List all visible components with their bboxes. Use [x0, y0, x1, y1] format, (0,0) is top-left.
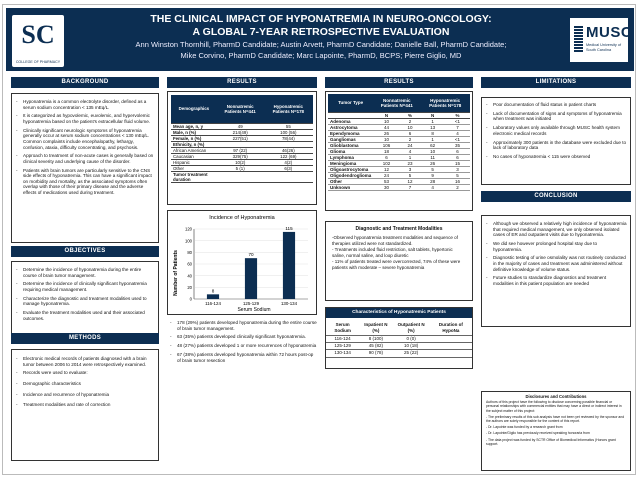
table-header: N [420, 112, 445, 118]
table-cell: 2 [400, 118, 421, 124]
college-logo-text: SC [21, 20, 55, 49]
table-cell: Tumor treatment duration [171, 171, 217, 182]
table-cell: 28 [420, 178, 445, 184]
incidence-chart-box [167, 210, 317, 315]
disclosures-text-1: Authors of this project have the following to disclose concerning possible financial or personal relationships with commercial entities that may have a direct or indirect interest in the subject matter of this project: [486, 400, 622, 413]
list-item: - Diagnostic testing of urine osmolality was not routinely conducted in the majority of cases and treatment was administered without definitive knowledge of volume status. [485, 255, 627, 272]
objectives-heading: OBJECTIVES [11, 246, 159, 257]
list-item: - 48 (27%) patients developed 1 or more recurrences of hyponatremia [169, 343, 317, 349]
table-cell: 10 [400, 124, 421, 130]
table-row [326, 343, 472, 350]
table-cell: 10 [420, 148, 445, 154]
table-cell: 2 [400, 136, 421, 142]
incidence-chart [168, 211, 316, 314]
musc-logo [570, 18, 633, 62]
table-cell [217, 171, 264, 182]
table-header: Hyponatremic Patients N=178 [264, 95, 313, 123]
table-row [326, 350, 472, 357]
table-row [326, 336, 472, 343]
chart-x-axis-label: Serum Sodium [237, 307, 271, 313]
table-header: Duration of HypoNa [430, 320, 472, 336]
authors-line-2: Mike Corvino, PharmD Candidate; Marc Lapointe, PharmD, BCPS; Pierre Giglio, MD [180, 51, 462, 60]
table-cell: 30 [373, 184, 399, 190]
table-cell: Glioblastoma [328, 142, 373, 148]
table-header: Hyponatremic Patients N=178 [420, 94, 470, 112]
list-item: - Records were used to evaluate: [15, 370, 155, 376]
table-cell: Other [171, 165, 217, 171]
table-cell: 12 [373, 166, 399, 172]
table-cell: Ependymoma [328, 130, 373, 136]
table-cell: 1 [400, 154, 421, 160]
poster-title [76, 13, 566, 39]
chart-bar [283, 232, 295, 299]
table-row [171, 95, 313, 123]
diagnostic-title: Diagnostic and Treatment Modalities [355, 226, 443, 232]
title-line-2: A GLOBAL 7-YEAR RETROSPECTIVE EVALUATION [192, 26, 450, 38]
list-item: - Determine the incidence of hyponatremia during the entire course of brain tumor management. [15, 267, 155, 278]
table-cell: 53 [373, 178, 399, 184]
chart-x-tick-label: 116-124 [205, 301, 221, 306]
table-cell: Meningioma [328, 160, 373, 166]
table-cell: 13 [420, 124, 445, 130]
chart-title: Incidence of Hyponatremia [209, 215, 275, 221]
disclosures-text-4: - Dr. Lapointe/Giglio has previously received speaking honoraria from [486, 431, 590, 436]
table-cell: 97 (22) [217, 147, 264, 153]
authors [76, 39, 566, 61]
table-cell: Caucasian [171, 153, 217, 159]
authors-line-1: Ann Winston Thornhill, PharmD Candidate; Austin Arvett, PharmD Candidate; Danielle Ball, PharmD Candidate; [135, 40, 507, 49]
table-cell: 11 [420, 154, 445, 160]
table-cell: 7 [445, 124, 470, 130]
table-cell: 35 [445, 142, 470, 148]
diagnostic-text-3: - 11% of patients treated were overcorrected, 74% of these were patients with moderate – severe hyponatremia [332, 259, 461, 270]
table-cell: 90 (78) [359, 350, 392, 357]
college-logo-subtext: COLLEGE OF PHARMACY [15, 60, 61, 64]
results-heading-right: RESULTS [325, 77, 473, 88]
table-cell: 24 [373, 172, 399, 178]
musc-logo-subtext: Medical University of South Carolina [586, 43, 622, 52]
table-cell: 116-124 [326, 336, 359, 343]
methods-list [15, 356, 155, 408]
table-row [328, 184, 470, 190]
list-item: - Treatment modalities and rate of correction [15, 402, 155, 408]
table-cell: 5 (1) [217, 165, 264, 171]
characteristics-table [326, 320, 472, 358]
background-box [11, 93, 159, 243]
chart-bar [245, 258, 257, 299]
table-cell: Astrocytoma [328, 124, 373, 130]
table-cell [430, 343, 472, 350]
table-header: Outpatient N (%) [393, 320, 430, 336]
table-cell: 125-129 [326, 343, 359, 350]
table-row [171, 129, 313, 135]
table-cell: 2 [445, 184, 470, 190]
table-cell: Unknown [328, 184, 373, 190]
results-heading-left: RESULTS [167, 77, 317, 88]
table-cell: 10(2) [217, 159, 264, 165]
table-cell: 8 [420, 130, 445, 136]
list-item: - 178 (29%) patients developed hyponatremia during the entire course of brain tumor management. [169, 320, 317, 331]
table-cell: 78(44) [264, 135, 313, 141]
chart-x-tick-label: 130-134 [280, 301, 298, 306]
list-item: - Incidence and recurrence of hyponatremia [15, 392, 155, 398]
table-cell: 24 [400, 142, 421, 148]
table-row [171, 135, 313, 141]
table-cell: 44 [373, 124, 399, 130]
table-cell [430, 336, 472, 343]
list-item: - 67 (38%) patients developed hyponatremia within 72 hours post-op of brain tumor resection [169, 352, 317, 363]
diagnostic-text-1: -Observed hyponatremia treatment modalities and sequence of therapies utilized were not standardized. [332, 235, 458, 246]
list-item: - Determine the incidence of clinically significant hyponatremia requiring medical management. [15, 281, 155, 292]
list-item: - Laboratory values only available through MUSC health system electronic medical records [485, 125, 627, 136]
table-cell: 130-134 [326, 350, 359, 357]
poster [2, 4, 636, 475]
chart-y-tick-label: 20 [187, 284, 192, 290]
objectives-list [15, 267, 155, 321]
list-item: - 63 (35%) patients developed clinically significant hyponatremia. [169, 334, 317, 340]
diagnostic-text-2: - Treatments included fluid restriction, salt tablets, hypertonic saline, normal saline, and loop diuretic [332, 247, 453, 258]
table-cell: 214(49) [217, 129, 264, 135]
chart-data-label: 70 [248, 252, 254, 258]
table-cell: 46(26) [264, 147, 313, 153]
results-findings [169, 320, 317, 366]
table-cell: 4(2) [264, 159, 313, 165]
table-cell: 23 [400, 160, 421, 166]
chart-x-tick-label: 125-129 [242, 301, 260, 306]
table-cell: 4 [445, 130, 470, 136]
chart-y-axis-label: Number of Patients [173, 250, 179, 296]
limitations-heading: LIMITATIONS [481, 77, 631, 88]
list-item: - Future studies to standardize diagnostics and treatment modalities in this patient population are needed [485, 275, 627, 286]
table-cell: 106 [373, 142, 399, 148]
list-item: - Poor documentation of fluid status in patient charts [485, 102, 627, 108]
table-cell: 10 [373, 118, 399, 124]
table-header: Nonnatremic Patients N=441 [373, 94, 420, 112]
table-cell: 25 (22) [393, 350, 430, 357]
list-item: - Evaluate the treatment modalities used and their associated outcomes. [15, 310, 155, 321]
table-cell: 227(51) [217, 135, 264, 141]
conclusion-box [481, 215, 631, 327]
table-cell: 26 [373, 130, 399, 136]
table-cell: 6 [445, 148, 470, 154]
table-cell: 10 [373, 136, 399, 142]
table-cell [264, 171, 313, 182]
table-cell: 102 [373, 160, 399, 166]
table-cell: 26 [420, 160, 445, 166]
table-row [171, 171, 313, 182]
list-item: - Approximately 300 patients in the database were excluded due to lack of laboratory data [485, 140, 627, 151]
table-cell: Oligoastrocytoma [328, 166, 373, 172]
demographics-box [167, 91, 317, 205]
characteristics-title: Characteristics of Hyponatremic Patients [326, 308, 472, 318]
list-item: - No cases of hyponatremia < 115 were observed [485, 154, 627, 160]
table-cell: 329(75) [217, 153, 264, 159]
tumor-type-table [328, 94, 470, 191]
list-item: - Patients with brain tumors are particularly sensitive to the CNS side effects of hyponatremia. This can have a significant impact on morbidity and mortality, as the associated symptoms often overlap with those of their primary disease and the adverse effects of medications used during treatment. [15, 168, 155, 196]
chart-y-tick-label: 40 [187, 273, 192, 279]
list-item: - Demographic characteristics [15, 381, 155, 387]
table-row [171, 153, 313, 159]
list-item: - Electronic medical records of patients diagnosed with a brain tumor between 2006 to 2014 were retrospectively examined. [15, 356, 155, 367]
findings-list [169, 320, 317, 363]
conclusion-heading: CONCLUSION [481, 191, 631, 202]
table-cell: 0 (0) [393, 336, 430, 343]
table-cell: Oligodendroglioma [330, 172, 372, 178]
table-cell: 4 [400, 148, 421, 154]
list-item: - We did see however prolonged hospital stay due to hyponatremia. [485, 241, 627, 252]
table-cell: 55 [264, 123, 313, 129]
table-cell: African American [171, 147, 217, 153]
objectives-box [11, 261, 159, 339]
table-cell: 1 [420, 118, 445, 124]
list-item: - Approach to treatment of non-acute cases is generally based on clinical severity and underlying cause of the disorder. [15, 153, 155, 164]
table-cell: 100 (56) [264, 129, 313, 135]
table-header: Nonnatremic Patients N=441 [217, 95, 264, 123]
table-cell: 122 (69) [264, 153, 313, 159]
table-cell: 45 (82) [359, 343, 392, 350]
table-cell: Male, n (%) [171, 129, 217, 135]
table-row [171, 147, 313, 153]
conclusion-list [485, 221, 627, 287]
table-cell [430, 350, 472, 357]
chart-data-label: 8 [211, 288, 215, 294]
table-cell: 6 [373, 154, 399, 160]
table-cell: 3 [400, 166, 421, 172]
table-cell: 49 [217, 123, 264, 129]
table-cell: 4 [420, 184, 445, 190]
title-line-1: THE CLINICAL IMPACT OF HYPONATREMIA IN NEURO-ONCOLOGY: [150, 13, 492, 25]
table-cell: 10 (18) [393, 343, 430, 350]
list-item: - Although we observed a relatively high incidence of hyponatremia that required medical management, we only observed isolated cases of ER and outpatient visits due to hyponatremia. [485, 221, 627, 238]
musc-logo-text: MUSC [586, 24, 633, 41]
table-cell: 5 [445, 172, 470, 178]
list-item: - Lack of documentation of signs and symptoms of hyponatremia when treatment was initiated [485, 111, 627, 122]
table-cell: 18 [373, 148, 399, 154]
characteristics-box [325, 307, 473, 369]
college-logo [12, 15, 64, 67]
demographics-table [171, 95, 313, 183]
limitations-box [481, 97, 631, 185]
table-cell: 5 [420, 166, 445, 172]
table-header: Serum Sodium [326, 320, 359, 336]
disclosures-text-2: - The preliminary results of this sub analysis have not been yet reviewed by the sponsor and the authors are solely responsible for the content of this report. [486, 414, 625, 424]
disclosures-text-5: - The data project was funded by SCTR Office of Biomedical Informatics (Honors grant support. [486, 437, 616, 446]
table-cell: <1 [445, 136, 470, 142]
chart-y-tick-label: 0 [189, 296, 192, 302]
table-cell: Mean age, n, y [171, 123, 217, 129]
table-cell: Gangliomas [328, 136, 373, 142]
limitations-list [485, 102, 627, 160]
musc-logo-icon [574, 26, 583, 52]
table-cell: Glioma [328, 148, 373, 154]
disclosures-box [481, 391, 631, 471]
table-cell: Hispanic [171, 159, 217, 165]
list-item: - It is categorized as hypovolemic, euvolemic, and hypervolemic hyponatremia based on the patient's extracellular fluid volume. [15, 113, 155, 124]
table-cell: 3 [445, 166, 470, 172]
table-cell: Adenoma [328, 118, 373, 124]
table-cell: 6 [400, 130, 421, 136]
chart-y-tick-label: 80 [187, 249, 192, 255]
methods-box [11, 349, 159, 461]
tumor-type-box [325, 91, 473, 211]
table-cell: 5 [400, 172, 421, 178]
table-cell: Other [328, 178, 373, 184]
table-cell: 1 [420, 136, 445, 142]
poster-header [6, 8, 634, 71]
table-header: N [373, 112, 399, 118]
table-header: Demographics [171, 95, 217, 123]
table-cell: 7 [400, 184, 421, 190]
chart-data-label: 115 [285, 225, 293, 231]
chart-bar [207, 294, 219, 299]
table-cell: 9 [420, 172, 445, 178]
table-cell: 16 [445, 178, 470, 184]
table-cell: Lymphoma [328, 154, 373, 160]
table-cell: 62 [420, 142, 445, 148]
chart-y-tick-label: 120 [185, 226, 192, 232]
list-item: - Characterize the diagnostic and treatment modalities used to manage hyponatremia. [15, 296, 155, 307]
list-item: - Clinically significant neurologic symptoms of hyponatremia generally occur at serum sodium concentrations < 130 mEq/L. Common complaints include encephalopathy, lethargy, confusion, ataxia, difficulty concentrating, and psychosis. [15, 128, 155, 150]
table-row [326, 320, 472, 336]
table-cell: <1 [445, 118, 470, 124]
list-item: - Hyponatremia is a common electrolyte disorder, defined as a serum sodium concentration < 135 mEq/L. [15, 99, 155, 110]
table-cell: 15 [445, 160, 470, 166]
disclosures-text-3: - Dr. Lapointe was funded by a research grant from [486, 425, 563, 430]
table-header: Inpatient N (%) [359, 320, 392, 336]
table-cell: Ethnicity, n (%) [171, 141, 217, 147]
table-cell: Female, n (%) [171, 135, 217, 141]
chart-y-tick-label: 60 [187, 261, 192, 267]
table-header: Tumor Type [328, 94, 373, 112]
table-row [328, 94, 470, 112]
table-cell: 6 [445, 154, 470, 160]
table-cell: 6(3) [264, 165, 313, 171]
diagnostic-box [325, 221, 473, 301]
chart-y-tick-label: 100 [185, 238, 192, 244]
table-cell: 12 [400, 178, 421, 184]
table-header: % [400, 112, 421, 118]
table-header: % [445, 112, 470, 118]
table-cell: 8 (100) [359, 336, 392, 343]
disclosures-title: Disclosures and Contributions [525, 394, 587, 399]
background-list [15, 99, 155, 196]
methods-heading: METHODS [11, 333, 159, 344]
background-heading: BACKGROUND [11, 77, 159, 88]
